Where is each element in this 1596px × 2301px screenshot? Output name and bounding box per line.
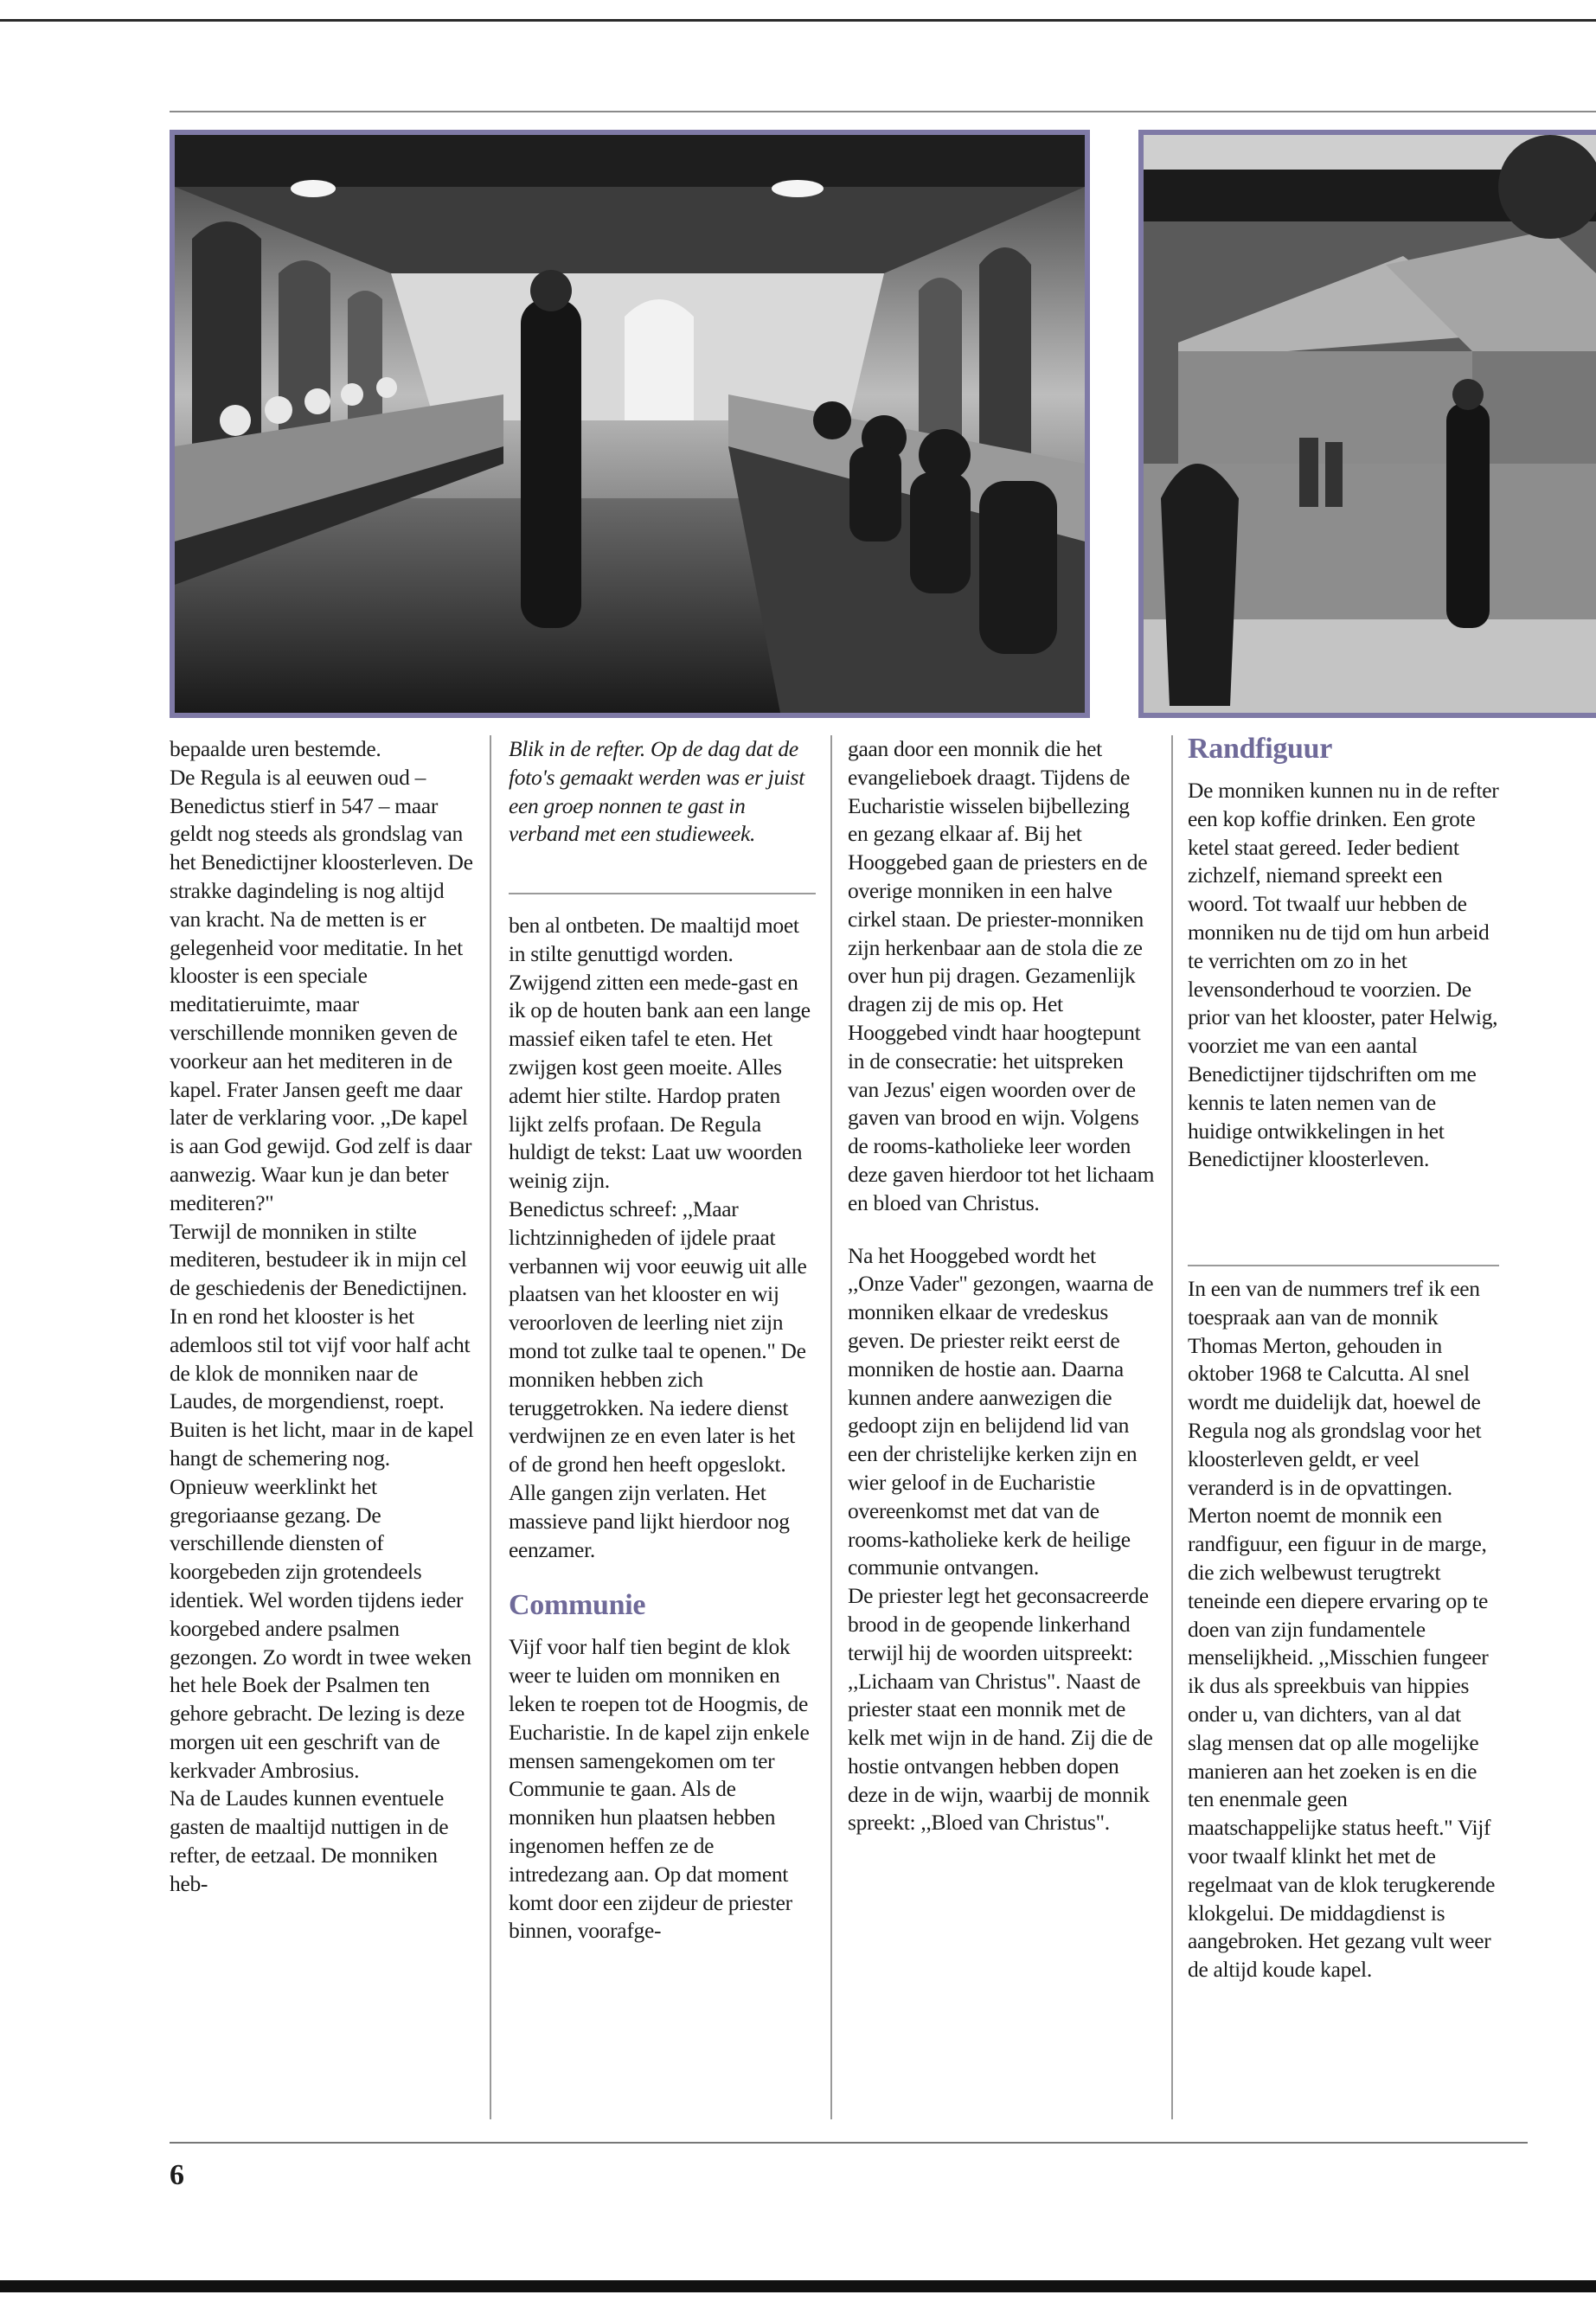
article-column-1 xyxy=(170,735,477,1899)
paragraph: Na het Hooggebed wordt het ,,Onze Vader" gezongen, waarna de monniken elkaar de vredeskus geven. De priester reikt eerst de monniken de hostie aan. Daarna kunnen andere aanwezigen die gedoopt zijn en belijdend lid van een der christelijke kerken zijn en wier geloof in de Eucharistie overeenkomst met dat van de rooms-katholieke kerk de heilige communie ontvangen. xyxy=(848,1242,1154,1580)
bottom-edge-band xyxy=(0,2280,1596,2292)
courtyard-photo-illustration xyxy=(1144,135,1596,713)
top-rule xyxy=(170,111,1596,112)
paragraph: Buiten is het licht, maar in de kapel hangt de schemering nog. xyxy=(170,1417,474,1471)
paragraph: gaan door een monnik die het evangelieboek draagt. Tijdens de Eucharistie wisselen bijbellezing en gezang elkaar af. Bij het Hooggebed gaan de priesters en de overige monniken in een halve cirkel staan. De priester-monniken zijn herkenbaar aan de stola die ze over hun pij dragen. Gezamenlijk dragen zij de mis op. Het Hooggebed vindt haar hoogtepunt in de consecratie: het uitspreken van Jezus' eigen woorden over de gaven van brood en wijn. Volgens de rooms-katholieke leer worden deze gaven hierdoor tot het lichaam en bloed van Christus. xyxy=(848,736,1155,1215)
article-column-2 xyxy=(509,735,816,849)
paragraph: De priester legt het geconsacreerde brood in de geopende linkerhand terwijl hij de woorden uitspreekt: ,,Lichaam van Christus". Naast de priester staat een monnik met de kelk met wijn in de hand. Zij die de hostie ontvangen hebben dopen deze in de wijn, waarbij de monnik spreekt: ,,Bloed van Christus". xyxy=(848,1583,1153,1836)
page-number: 6 xyxy=(170,2159,184,2191)
column-divider xyxy=(830,735,832,2119)
refectory-photo-illustration xyxy=(175,135,1085,713)
top-edge-line xyxy=(0,19,1596,22)
paragraph: Benedictus schreef: ,,Maar lichtzinnigheden of ijdele praat verbannen wij voor eeuwig uit alle plaatsen van het klooster en wij veroorloven de leerling niet zijn mond tot zulke taal te openen." De monniken hebben zich teruggetrokken. Na iedere dienst verdwijnen ze en even later is het of de grond hen heeft opgeslokt. Alle gangen zijn verlaten. Het massieve pand lijkt hierdoor nog eenzamer. xyxy=(509,1195,807,1562)
paragraph: De Regula is al eeuwen oud – Benedictus stierf in 547 – maar geldt nog steeds als grondslag van het Benedictijner kloosterleven. De strakke dagindeling is nog altijd van kracht. Na de metten is er gelegenheid voor meditatie. In het klooster is een speciale meditatieruimte, maar verschillende monniken geven de voorkeur aan het mediteren in de kapel. Frater Jansen geeft me daar later de verklaring voor. ,,De kapel is aan God gewijd. God zelf is daar aanwezig. Waar kun je dan beter mediteren?" xyxy=(170,764,473,1215)
paragraph: In een van de nummers tref ik een toespraak aan van de monnik Thomas Merton, gehouden in oktober 1968 te Calcutta. Al snel wordt me duidelijk dat, hoewel de Regula nog als grondslag voor het kloosterleven geldt, er veel veranderd is in de opvattingen. Merton noemt de monnik een randfiguur, een figuur in de marge, die zich welbewust terugtrekt teneinde een diepere ervaring op te doen van zijn fundamentele menselijkheid. ,,Misschien fungeer ik dus als spreekbuis van hippies onder u, van dichters, van al dat slag mensen dat op alle mogelijke manieren aan het zoeken is en die ten enenmale geen maatschappelijke status heeft." Vijf voor twaalf klinkt het met de regelmaat van de klok terugkerende klokgelui. De middagdienst is aangebroken. Het gezang vult weer de altijd koude kapel. xyxy=(1188,1276,1496,1983)
paragraph: bepaalde uren bestemde. xyxy=(170,736,381,761)
paragraph: Terwijl de monniken in stilte mediteren, bestudeer ik in mijn cel de geschiedenis der Benedictijnen. In en rond het klooster is het ademloos stil tot vijf voor half acht de klok de monniken naar de Laudes, de morgendienst, roept. xyxy=(170,1218,471,1414)
paragraph: ben al ontbeten. De maaltijd moet in stilte genuttigd worden. Zwijgend zitten een mede-gast en ik op de houten bank aan een lange massief eiken tafel te eten. Het zwijgen kost geen moeite. Alles ademt hier stilte. Hardop praten lijkt zelfs profaan. De Regula huldigt de tekst: Laat uw woorden weinig zijn. xyxy=(509,913,811,1194)
section-heading-randfiguur: Randfiguur xyxy=(1188,733,1333,765)
refectory-photo xyxy=(170,130,1090,718)
courtyard-photo xyxy=(1138,130,1596,718)
column-divider xyxy=(1171,735,1173,2119)
paragraph: Opnieuw weerklinkt het gregoriaanse gezang. De verschillende diensten of koorgebeden zijn grotendeels identiek. Wel worden tijdens ieder koorgebed andere psalmen gezongen. Zo wordt in twee weken het hele Boek der Psalmen ten gehore gebracht. De lezing is deze morgen uit een geschrift van de kerkvader Ambrosius. xyxy=(170,1473,471,1783)
paragraph: Na de Laudes kunnen eventuele gasten de maaltijd nuttigen in de refter, de eetzaal. De monniken heb- xyxy=(170,1785,449,1896)
caption-rule xyxy=(509,893,816,894)
bottom-rule xyxy=(170,2142,1528,2144)
article-column-4 xyxy=(1188,732,1499,1174)
column-divider xyxy=(490,735,491,2119)
article-column-4-body xyxy=(1188,1275,1499,1984)
paragraph: De monniken kunnen nu in de refter een kop koffie drinken. Een grote ketel staat gereed. Ieder bedient zichzelf, niemand spreekt een woord. Tot twaalf uur hebben de monniken nu de tijd om hun arbeid te verrichten om zo in het levensonderhoud te voorzien. De prior van het klooster, pater Helwig, voorziet me van een aantal Benedictijner tijdschriften om me kennis te laten nemen van de huidige ontwikkelingen in het Benedictijner kloosterleven. xyxy=(1188,778,1499,1172)
paragraph-rule xyxy=(1188,1265,1499,1266)
section-heading-communie: Communie xyxy=(509,1589,646,1622)
article-column-3 xyxy=(848,735,1155,1837)
paragraph: Vijf voor half tien begint de klok weer te luiden om monniken en leken te roepen tot de Hoogmis, de Eucharistie. In de kapel zijn enkele mensen samengekomen om ter Communie te gaan. Als de monniken hun plaatsen hebben ingenomen heffen ze de intredezang aan. Op dat moment komt door een zijdeur de priester binnen, voorafge- xyxy=(509,1634,810,1944)
article-column-2-body xyxy=(509,912,816,1945)
photo-caption: Blik in de refter. Op de dag dat de foto's gemaakt werden was er juist een groep nonnen te gast in verband met een studieweek. xyxy=(509,736,805,847)
